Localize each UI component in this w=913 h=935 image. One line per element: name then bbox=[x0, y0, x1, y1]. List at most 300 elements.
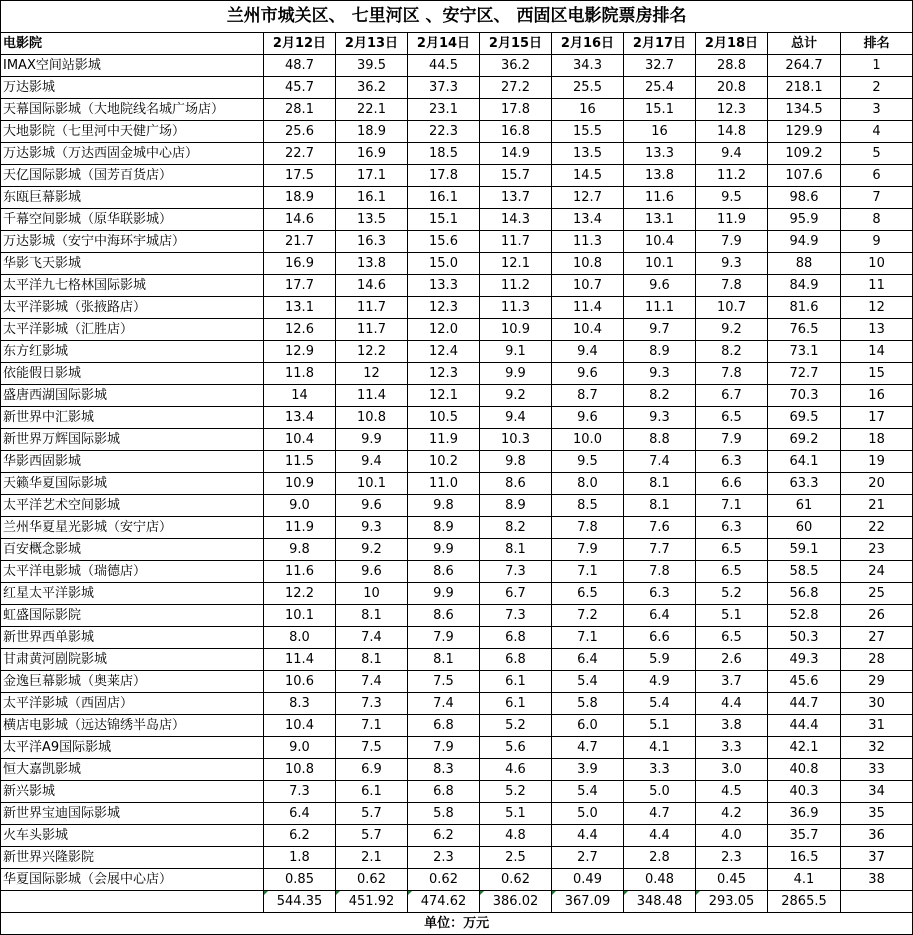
cell-rank[interactable]: 14 bbox=[841, 341, 913, 363]
cell-feb15[interactable]: 5.1 bbox=[480, 803, 552, 825]
cell-feb18[interactable]: 2.6 bbox=[696, 649, 768, 671]
cell-feb12[interactable]: 11.8 bbox=[264, 363, 336, 385]
cell-feb16[interactable]: 5.4 bbox=[552, 781, 624, 803]
cell-total[interactable]: 49.3 bbox=[768, 649, 841, 671]
cell-feb15[interactable]: 5.2 bbox=[480, 715, 552, 737]
cell-feb16[interactable]: 9.5 bbox=[552, 451, 624, 473]
cell-feb17[interactable]: 7.8 bbox=[624, 561, 696, 583]
cell-rank[interactable]: 38 bbox=[841, 869, 913, 891]
cell-feb14[interactable]: 11.0 bbox=[408, 473, 480, 495]
cell-feb12[interactable]: 11.9 bbox=[264, 517, 336, 539]
cell-feb14[interactable]: 13.3 bbox=[408, 275, 480, 297]
cell-feb18[interactable]: 20.8 bbox=[696, 77, 768, 99]
cell-total[interactable]: 36.9 bbox=[768, 803, 841, 825]
cell-feb16[interactable]: 16 bbox=[552, 99, 624, 121]
cell-feb13[interactable]: 13.5 bbox=[336, 209, 408, 231]
cell-feb17[interactable]: 6.3 bbox=[624, 583, 696, 605]
cell-feb18[interactable]: 4.4 bbox=[696, 693, 768, 715]
cell-feb17[interactable]: 0.48 bbox=[624, 869, 696, 891]
cell-cinema[interactable]: 甘肃黄河剧院影城 bbox=[1, 649, 264, 671]
cell-rank[interactable]: 25 bbox=[841, 583, 913, 605]
cell-feb17[interactable]: 7.7 bbox=[624, 539, 696, 561]
cell-feb13[interactable]: 11.7 bbox=[336, 319, 408, 341]
cell-feb18[interactable]: 7.9 bbox=[696, 231, 768, 253]
cell-feb16[interactable]: 9.4 bbox=[552, 341, 624, 363]
cell-feb17[interactable]: 5.0 bbox=[624, 781, 696, 803]
cell-cinema[interactable]: 太平洋九七格林国际影城 bbox=[1, 275, 264, 297]
cell-cinema[interactable]: 太平洋影城（西固店） bbox=[1, 693, 264, 715]
cell-feb16[interactable]: 10.4 bbox=[552, 319, 624, 341]
cell-feb16[interactable]: 6.0 bbox=[552, 715, 624, 737]
cell-rank[interactable]: 7 bbox=[841, 187, 913, 209]
total-cell-feb18[interactable]: 293.05 bbox=[696, 891, 768, 913]
cell-rank[interactable]: 11 bbox=[841, 275, 913, 297]
cell-feb12[interactable]: 0.85 bbox=[264, 869, 336, 891]
cell-rank[interactable]: 22 bbox=[841, 517, 913, 539]
cell-rank[interactable]: 19 bbox=[841, 451, 913, 473]
cell-cinema[interactable]: 新世界中汇影城 bbox=[1, 407, 264, 429]
cell-feb18[interactable]: 12.3 bbox=[696, 99, 768, 121]
cell-feb13[interactable]: 9.9 bbox=[336, 429, 408, 451]
cell-feb14[interactable]: 15.0 bbox=[408, 253, 480, 275]
cell-feb16[interactable]: 7.8 bbox=[552, 517, 624, 539]
cell-feb18[interactable]: 7.8 bbox=[696, 275, 768, 297]
total-cell-feb14[interactable]: 474.62 bbox=[408, 891, 480, 913]
cell-feb16[interactable]: 13.4 bbox=[552, 209, 624, 231]
cell-feb15[interactable]: 5.6 bbox=[480, 737, 552, 759]
cell-feb14[interactable]: 8.3 bbox=[408, 759, 480, 781]
cell-feb17[interactable]: 2.8 bbox=[624, 847, 696, 869]
cell-total[interactable]: 45.6 bbox=[768, 671, 841, 693]
cell-feb16[interactable]: 5.4 bbox=[552, 671, 624, 693]
cell-rank[interactable]: 29 bbox=[841, 671, 913, 693]
cell-rank[interactable]: 32 bbox=[841, 737, 913, 759]
cell-rank[interactable]: 35 bbox=[841, 803, 913, 825]
cell-feb16[interactable]: 3.9 bbox=[552, 759, 624, 781]
cell-feb12[interactable]: 11.4 bbox=[264, 649, 336, 671]
cell-feb16[interactable]: 8.7 bbox=[552, 385, 624, 407]
cell-feb18[interactable]: 0.45 bbox=[696, 869, 768, 891]
cell-feb18[interactable]: 6.3 bbox=[696, 451, 768, 473]
cell-feb14[interactable]: 8.9 bbox=[408, 517, 480, 539]
column-header-feb17[interactable]: 2月17日 bbox=[624, 33, 696, 55]
cell-total[interactable]: 94.9 bbox=[768, 231, 841, 253]
cell-feb17[interactable]: 4.9 bbox=[624, 671, 696, 693]
total-cell-feb13[interactable]: 451.92 bbox=[336, 891, 408, 913]
cell-feb18[interactable]: 6.5 bbox=[696, 627, 768, 649]
cell-feb15[interactable]: 9.1 bbox=[480, 341, 552, 363]
cell-total[interactable]: 44.7 bbox=[768, 693, 841, 715]
cell-feb13[interactable]: 11.7 bbox=[336, 297, 408, 319]
cell-total[interactable]: 56.8 bbox=[768, 583, 841, 605]
cell-cinema[interactable]: 红星太平洋影城 bbox=[1, 583, 264, 605]
cell-feb17[interactable]: 8.1 bbox=[624, 473, 696, 495]
total-cell-rank[interactable] bbox=[841, 891, 913, 913]
cell-feb12[interactable]: 10.4 bbox=[264, 715, 336, 737]
cell-feb17[interactable]: 11.1 bbox=[624, 297, 696, 319]
cell-feb15[interactable]: 9.4 bbox=[480, 407, 552, 429]
cell-feb17[interactable]: 4.7 bbox=[624, 803, 696, 825]
cell-feb16[interactable]: 7.9 bbox=[552, 539, 624, 561]
cell-feb14[interactable]: 6.2 bbox=[408, 825, 480, 847]
cell-feb13[interactable]: 8.1 bbox=[336, 649, 408, 671]
cell-feb12[interactable]: 18.9 bbox=[264, 187, 336, 209]
cell-feb17[interactable]: 7.6 bbox=[624, 517, 696, 539]
cell-rank[interactable]: 21 bbox=[841, 495, 913, 517]
total-cell-total[interactable]: 2865.5 bbox=[768, 891, 841, 913]
total-cell-feb16[interactable]: 367.09 bbox=[552, 891, 624, 913]
cell-feb18[interactable]: 3.7 bbox=[696, 671, 768, 693]
cell-feb13[interactable]: 8.1 bbox=[336, 605, 408, 627]
cell-feb13[interactable]: 5.7 bbox=[336, 803, 408, 825]
cell-rank[interactable]: 37 bbox=[841, 847, 913, 869]
cell-total[interactable]: 40.8 bbox=[768, 759, 841, 781]
cell-feb17[interactable]: 4.4 bbox=[624, 825, 696, 847]
cell-rank[interactable]: 12 bbox=[841, 297, 913, 319]
cell-rank[interactable]: 24 bbox=[841, 561, 913, 583]
cell-feb13[interactable]: 22.1 bbox=[336, 99, 408, 121]
cell-cinema[interactable]: 天幕国际影城（大地院线名城广场店） bbox=[1, 99, 264, 121]
cell-feb15[interactable]: 8.6 bbox=[480, 473, 552, 495]
cell-cinema[interactable]: IMAX空间站影城 bbox=[1, 55, 264, 77]
cell-cinema[interactable]: 虹盛国际影院 bbox=[1, 605, 264, 627]
cell-feb14[interactable]: 8.1 bbox=[408, 649, 480, 671]
cell-rank[interactable]: 27 bbox=[841, 627, 913, 649]
cell-feb15[interactable]: 8.9 bbox=[480, 495, 552, 517]
total-cell-feb15[interactable]: 386.02 bbox=[480, 891, 552, 913]
cell-feb13[interactable]: 0.62 bbox=[336, 869, 408, 891]
cell-feb16[interactable]: 5.8 bbox=[552, 693, 624, 715]
column-header-feb12[interactable]: 2月12日 bbox=[264, 33, 336, 55]
cell-feb16[interactable]: 9.6 bbox=[552, 363, 624, 385]
cell-feb14[interactable]: 44.5 bbox=[408, 55, 480, 77]
cell-cinema[interactable]: 依能假日影城 bbox=[1, 363, 264, 385]
cell-feb13[interactable]: 7.4 bbox=[336, 627, 408, 649]
cell-feb13[interactable]: 18.9 bbox=[336, 121, 408, 143]
cell-feb15[interactable]: 12.1 bbox=[480, 253, 552, 275]
cell-feb12[interactable]: 11.6 bbox=[264, 561, 336, 583]
cell-feb13[interactable]: 13.8 bbox=[336, 253, 408, 275]
cell-feb17[interactable]: 6.6 bbox=[624, 627, 696, 649]
cell-feb15[interactable]: 11.7 bbox=[480, 231, 552, 253]
cell-feb12[interactable]: 6.2 bbox=[264, 825, 336, 847]
cell-feb17[interactable]: 32.7 bbox=[624, 55, 696, 77]
cell-feb18[interactable]: 3.0 bbox=[696, 759, 768, 781]
cell-feb14[interactable]: 16.1 bbox=[408, 187, 480, 209]
cell-cinema[interactable]: 百安概念影城 bbox=[1, 539, 264, 561]
cell-feb16[interactable]: 14.5 bbox=[552, 165, 624, 187]
cell-feb17[interactable]: 13.1 bbox=[624, 209, 696, 231]
cell-feb13[interactable]: 10.8 bbox=[336, 407, 408, 429]
cell-rank[interactable]: 1 bbox=[841, 55, 913, 77]
cell-feb14[interactable]: 8.6 bbox=[408, 605, 480, 627]
cell-rank[interactable]: 23 bbox=[841, 539, 913, 561]
cell-feb12[interactable]: 28.1 bbox=[264, 99, 336, 121]
cell-feb12[interactable]: 10.9 bbox=[264, 473, 336, 495]
cell-rank[interactable]: 15 bbox=[841, 363, 913, 385]
cell-feb14[interactable]: 12.4 bbox=[408, 341, 480, 363]
cell-feb15[interactable]: 17.8 bbox=[480, 99, 552, 121]
cell-feb17[interactable]: 8.9 bbox=[624, 341, 696, 363]
cell-feb16[interactable]: 10.8 bbox=[552, 253, 624, 275]
cell-feb14[interactable]: 17.8 bbox=[408, 165, 480, 187]
cell-feb14[interactable]: 12.3 bbox=[408, 297, 480, 319]
cell-feb12[interactable]: 21.7 bbox=[264, 231, 336, 253]
cell-rank[interactable]: 5 bbox=[841, 143, 913, 165]
cell-feb15[interactable]: 15.7 bbox=[480, 165, 552, 187]
cell-feb16[interactable]: 2.7 bbox=[552, 847, 624, 869]
cell-feb17[interactable]: 10.4 bbox=[624, 231, 696, 253]
cell-rank[interactable]: 33 bbox=[841, 759, 913, 781]
column-header-total[interactable]: 总计 bbox=[768, 33, 841, 55]
cell-feb15[interactable]: 14.9 bbox=[480, 143, 552, 165]
cell-feb18[interactable]: 4.2 bbox=[696, 803, 768, 825]
cell-feb15[interactable]: 10.9 bbox=[480, 319, 552, 341]
cell-feb16[interactable]: 6.5 bbox=[552, 583, 624, 605]
cell-feb15[interactable]: 5.2 bbox=[480, 781, 552, 803]
cell-total[interactable]: 69.2 bbox=[768, 429, 841, 451]
cell-feb17[interactable]: 3.3 bbox=[624, 759, 696, 781]
cell-total[interactable]: 73.1 bbox=[768, 341, 841, 363]
cell-total[interactable]: 264.7 bbox=[768, 55, 841, 77]
cell-total[interactable]: 58.5 bbox=[768, 561, 841, 583]
cell-feb15[interactable]: 7.3 bbox=[480, 561, 552, 583]
cell-total[interactable]: 98.6 bbox=[768, 187, 841, 209]
cell-feb15[interactable]: 2.5 bbox=[480, 847, 552, 869]
cell-total[interactable]: 64.1 bbox=[768, 451, 841, 473]
cell-total[interactable]: 59.1 bbox=[768, 539, 841, 561]
cell-total[interactable]: 72.7 bbox=[768, 363, 841, 385]
cell-feb16[interactable]: 11.3 bbox=[552, 231, 624, 253]
cell-total[interactable]: 69.5 bbox=[768, 407, 841, 429]
cell-feb14[interactable]: 6.8 bbox=[408, 781, 480, 803]
cell-feb13[interactable]: 2.1 bbox=[336, 847, 408, 869]
cell-total[interactable]: 107.6 bbox=[768, 165, 841, 187]
cell-feb18[interactable]: 8.2 bbox=[696, 341, 768, 363]
cell-feb12[interactable]: 8.0 bbox=[264, 627, 336, 649]
cell-cinema[interactable]: 新世界西单影城 bbox=[1, 627, 264, 649]
cell-feb16[interactable]: 11.4 bbox=[552, 297, 624, 319]
cell-feb14[interactable]: 7.9 bbox=[408, 627, 480, 649]
cell-total[interactable]: 70.3 bbox=[768, 385, 841, 407]
cell-cinema[interactable]: 华夏国际影城（会展中心店） bbox=[1, 869, 264, 891]
cell-feb14[interactable]: 12.1 bbox=[408, 385, 480, 407]
cell-cinema[interactable]: 万达影城（万达西固金城中心店） bbox=[1, 143, 264, 165]
cell-total[interactable]: 95.9 bbox=[768, 209, 841, 231]
cell-feb12[interactable]: 6.4 bbox=[264, 803, 336, 825]
cell-feb14[interactable]: 7.9 bbox=[408, 737, 480, 759]
cell-feb14[interactable]: 8.6 bbox=[408, 561, 480, 583]
cell-feb16[interactable]: 10.7 bbox=[552, 275, 624, 297]
cell-feb18[interactable]: 6.5 bbox=[696, 407, 768, 429]
cell-cinema[interactable]: 新兴影城 bbox=[1, 781, 264, 803]
cell-feb12[interactable]: 10.1 bbox=[264, 605, 336, 627]
cell-cinema[interactable]: 太平洋艺术空间影城 bbox=[1, 495, 264, 517]
unit-note[interactable]: 单位：万元 bbox=[1, 913, 913, 935]
cell-feb12[interactable]: 12.2 bbox=[264, 583, 336, 605]
cell-feb15[interactable]: 27.2 bbox=[480, 77, 552, 99]
cell-feb13[interactable]: 6.1 bbox=[336, 781, 408, 803]
cell-feb16[interactable]: 34.3 bbox=[552, 55, 624, 77]
cell-feb14[interactable]: 10.5 bbox=[408, 407, 480, 429]
column-header-feb13[interactable]: 2月13日 bbox=[336, 33, 408, 55]
cell-feb13[interactable]: 39.5 bbox=[336, 55, 408, 77]
cell-feb14[interactable]: 23.1 bbox=[408, 99, 480, 121]
cell-feb17[interactable]: 13.8 bbox=[624, 165, 696, 187]
cell-feb17[interactable]: 8.1 bbox=[624, 495, 696, 517]
cell-total[interactable]: 134.5 bbox=[768, 99, 841, 121]
column-header-rank[interactable]: 排名 bbox=[841, 33, 913, 55]
cell-feb13[interactable]: 16.3 bbox=[336, 231, 408, 253]
cell-feb13[interactable]: 11.4 bbox=[336, 385, 408, 407]
cell-feb18[interactable]: 7.8 bbox=[696, 363, 768, 385]
cell-cinema[interactable]: 万达影城（安宁中海环宇城店） bbox=[1, 231, 264, 253]
cell-feb13[interactable]: 36.2 bbox=[336, 77, 408, 99]
cell-total[interactable]: 60 bbox=[768, 517, 841, 539]
table-title[interactable]: 兰州市城关区、 七里河区 、安宁区、 西固区电影院票房排名 bbox=[1, 1, 913, 33]
cell-feb15[interactable]: 9.2 bbox=[480, 385, 552, 407]
cell-cinema[interactable]: 太平洋影城（汇胜店） bbox=[1, 319, 264, 341]
cell-feb13[interactable]: 16.1 bbox=[336, 187, 408, 209]
cell-feb13[interactable]: 7.3 bbox=[336, 693, 408, 715]
cell-feb13[interactable]: 7.4 bbox=[336, 671, 408, 693]
cell-cinema[interactable]: 新世界万辉国际影城 bbox=[1, 429, 264, 451]
cell-feb13[interactable]: 7.5 bbox=[336, 737, 408, 759]
cell-feb18[interactable]: 9.4 bbox=[696, 143, 768, 165]
cell-rank[interactable]: 3 bbox=[841, 99, 913, 121]
cell-rank[interactable]: 36 bbox=[841, 825, 913, 847]
cell-feb12[interactable]: 17.5 bbox=[264, 165, 336, 187]
cell-feb16[interactable]: 13.5 bbox=[552, 143, 624, 165]
cell-feb13[interactable]: 5.7 bbox=[336, 825, 408, 847]
cell-cinema[interactable]: 金逸巨幕影城（奥莱店） bbox=[1, 671, 264, 693]
cell-feb16[interactable]: 4.7 bbox=[552, 737, 624, 759]
cell-feb12[interactable]: 12.9 bbox=[264, 341, 336, 363]
cell-cinema[interactable]: 华影飞天影城 bbox=[1, 253, 264, 275]
cell-feb13[interactable]: 9.6 bbox=[336, 495, 408, 517]
cell-feb14[interactable]: 9.9 bbox=[408, 583, 480, 605]
cell-feb12[interactable]: 9.0 bbox=[264, 495, 336, 517]
cell-feb18[interactable]: 2.3 bbox=[696, 847, 768, 869]
cell-cinema[interactable]: 盛唐西湖国际影城 bbox=[1, 385, 264, 407]
cell-feb15[interactable]: 16.8 bbox=[480, 121, 552, 143]
cell-total[interactable]: 84.9 bbox=[768, 275, 841, 297]
cell-feb15[interactable]: 4.6 bbox=[480, 759, 552, 781]
cell-rank[interactable]: 18 bbox=[841, 429, 913, 451]
cell-feb18[interactable]: 3.8 bbox=[696, 715, 768, 737]
cell-feb12[interactable]: 17.7 bbox=[264, 275, 336, 297]
cell-total[interactable]: 44.4 bbox=[768, 715, 841, 737]
cell-feb18[interactable]: 6.7 bbox=[696, 385, 768, 407]
cell-cinema[interactable]: 大地影院（七里河中天健广场） bbox=[1, 121, 264, 143]
cell-feb17[interactable]: 25.4 bbox=[624, 77, 696, 99]
cell-feb12[interactable]: 9.0 bbox=[264, 737, 336, 759]
cell-feb16[interactable]: 12.7 bbox=[552, 187, 624, 209]
total-cell-cinema[interactable] bbox=[1, 891, 264, 913]
cell-feb14[interactable]: 12.3 bbox=[408, 363, 480, 385]
cell-feb18[interactable]: 6.3 bbox=[696, 517, 768, 539]
cell-feb17[interactable]: 4.1 bbox=[624, 737, 696, 759]
cell-feb17[interactable]: 6.4 bbox=[624, 605, 696, 627]
cell-cinema[interactable]: 东瓯巨幕影城 bbox=[1, 187, 264, 209]
cell-feb15[interactable]: 7.3 bbox=[480, 605, 552, 627]
cell-feb18[interactable]: 4.0 bbox=[696, 825, 768, 847]
cell-feb18[interactable]: 10.7 bbox=[696, 297, 768, 319]
cell-feb18[interactable]: 5.1 bbox=[696, 605, 768, 627]
cell-feb14[interactable]: 5.8 bbox=[408, 803, 480, 825]
cell-feb15[interactable]: 6.8 bbox=[480, 649, 552, 671]
cell-feb15[interactable]: 8.1 bbox=[480, 539, 552, 561]
cell-feb14[interactable]: 9.8 bbox=[408, 495, 480, 517]
cell-rank[interactable]: 34 bbox=[841, 781, 913, 803]
cell-feb12[interactable]: 22.7 bbox=[264, 143, 336, 165]
cell-feb13[interactable]: 9.2 bbox=[336, 539, 408, 561]
cell-cinema[interactable]: 新世界兴隆影院 bbox=[1, 847, 264, 869]
cell-feb17[interactable]: 7.4 bbox=[624, 451, 696, 473]
cell-feb13[interactable]: 9.6 bbox=[336, 561, 408, 583]
cell-total[interactable]: 52.8 bbox=[768, 605, 841, 627]
cell-feb15[interactable]: 11.2 bbox=[480, 275, 552, 297]
cell-feb16[interactable]: 7.1 bbox=[552, 627, 624, 649]
cell-cinema[interactable]: 太平洋A9国际影城 bbox=[1, 737, 264, 759]
cell-rank[interactable]: 31 bbox=[841, 715, 913, 737]
cell-feb12[interactable]: 8.3 bbox=[264, 693, 336, 715]
cell-feb12[interactable]: 13.4 bbox=[264, 407, 336, 429]
cell-feb14[interactable]: 22.3 bbox=[408, 121, 480, 143]
cell-rank[interactable]: 9 bbox=[841, 231, 913, 253]
cell-feb13[interactable]: 10.1 bbox=[336, 473, 408, 495]
cell-feb14[interactable]: 15.6 bbox=[408, 231, 480, 253]
cell-feb12[interactable]: 1.8 bbox=[264, 847, 336, 869]
cell-feb13[interactable]: 9.3 bbox=[336, 517, 408, 539]
cell-cinema[interactable]: 千幕空间影城（原华联影城） bbox=[1, 209, 264, 231]
cell-feb14[interactable]: 11.9 bbox=[408, 429, 480, 451]
cell-feb17[interactable]: 5.1 bbox=[624, 715, 696, 737]
cell-total[interactable]: 42.1 bbox=[768, 737, 841, 759]
cell-feb13[interactable]: 12 bbox=[336, 363, 408, 385]
column-header-feb16[interactable]: 2月16日 bbox=[552, 33, 624, 55]
total-cell-feb17[interactable]: 348.48 bbox=[624, 891, 696, 913]
cell-feb16[interactable]: 6.4 bbox=[552, 649, 624, 671]
cell-feb14[interactable]: 10.2 bbox=[408, 451, 480, 473]
cell-feb15[interactable]: 10.3 bbox=[480, 429, 552, 451]
cell-total[interactable]: 81.6 bbox=[768, 297, 841, 319]
cell-rank[interactable]: 13 bbox=[841, 319, 913, 341]
cell-feb18[interactable]: 6.5 bbox=[696, 561, 768, 583]
cell-feb18[interactable]: 7.1 bbox=[696, 495, 768, 517]
cell-feb14[interactable]: 12.0 bbox=[408, 319, 480, 341]
cell-feb14[interactable]: 15.1 bbox=[408, 209, 480, 231]
cell-feb18[interactable]: 5.2 bbox=[696, 583, 768, 605]
cell-feb15[interactable]: 8.2 bbox=[480, 517, 552, 539]
column-header-cinema[interactable]: 电影院 bbox=[1, 33, 264, 55]
cell-feb16[interactable]: 8.5 bbox=[552, 495, 624, 517]
cell-cinema[interactable]: 天籁华夏国际影城 bbox=[1, 473, 264, 495]
cell-feb14[interactable]: 18.5 bbox=[408, 143, 480, 165]
cell-cinema[interactable]: 火车头影城 bbox=[1, 825, 264, 847]
cell-total[interactable]: 109.2 bbox=[768, 143, 841, 165]
cell-feb17[interactable]: 9.3 bbox=[624, 363, 696, 385]
cell-feb18[interactable]: 4.5 bbox=[696, 781, 768, 803]
cell-feb12[interactable]: 13.1 bbox=[264, 297, 336, 319]
cell-feb18[interactable]: 11.9 bbox=[696, 209, 768, 231]
cell-feb12[interactable]: 9.8 bbox=[264, 539, 336, 561]
cell-rank[interactable]: 2 bbox=[841, 77, 913, 99]
cell-feb12[interactable]: 12.6 bbox=[264, 319, 336, 341]
cell-feb17[interactable]: 10.1 bbox=[624, 253, 696, 275]
cell-rank[interactable]: 4 bbox=[841, 121, 913, 143]
cell-cinema[interactable]: 东方红影城 bbox=[1, 341, 264, 363]
